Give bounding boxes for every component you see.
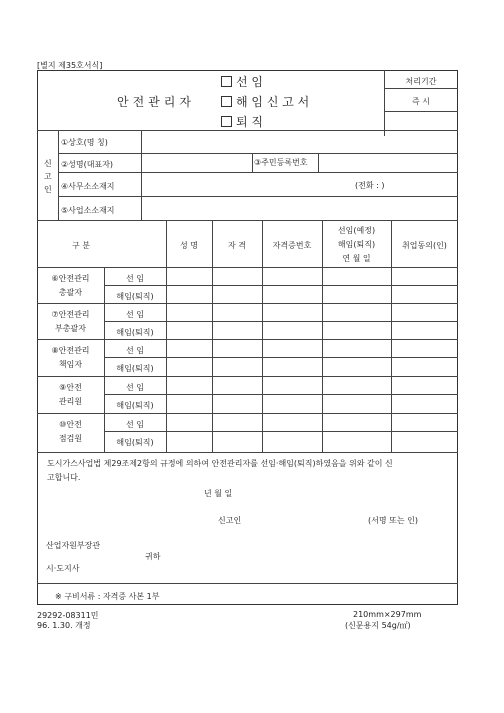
- role-dismiss: 해임(퇴직): [116, 328, 154, 337]
- recipient-honorific: 귀하: [145, 552, 161, 561]
- header-appoint-date-2: 해임(퇴직): [337, 240, 376, 249]
- role-label-line2: 부총괄자: [55, 324, 86, 333]
- reporter-side-label-1: 신: [44, 159, 52, 168]
- reporter-side-label-2: 고: [44, 172, 52, 181]
- role-label-line2: 점검원: [58, 434, 83, 443]
- header-category: 구 분: [72, 241, 90, 250]
- role-dismiss: 해임(퇴직): [116, 292, 154, 301]
- role-appoint: 선 임: [126, 310, 144, 319]
- role-label-line1: ⑥안전관리: [51, 274, 90, 283]
- reporter-label: 신고인: [218, 516, 242, 525]
- phone-label: (전화 : ): [355, 181, 385, 190]
- recipient-minister: 산업자원부장관: [46, 541, 101, 550]
- role-dismiss: 해임(퇴직): [116, 438, 154, 447]
- role-dismiss: 해임(퇴직): [116, 364, 154, 373]
- office-address-label: ④사무소소재지: [61, 182, 115, 191]
- form-code: 29292-08311민: [37, 611, 99, 620]
- dismiss-checkbox[interactable]: [221, 96, 232, 107]
- role-label-line2: 총괄자: [58, 288, 83, 297]
- option-retire[interactable]: 퇴 직: [221, 113, 263, 130]
- role-label-line1: ⑧안전관리: [51, 346, 90, 355]
- processing-period-label: 처리기간: [405, 77, 437, 86]
- role-appoint: 선 임: [126, 383, 144, 392]
- role-appoint: 선 임: [126, 274, 144, 283]
- resident-number-label: ③주민등록번호: [254, 158, 308, 167]
- representative-name-label: ②성명(대표자): [61, 160, 114, 169]
- business-address-label: ⑤사업소소재지: [61, 206, 115, 215]
- company-name-label: ①상호(명 칭): [61, 138, 108, 147]
- processing-period-value: 즉 시: [412, 97, 430, 106]
- role-label-line1: ⑨안전: [59, 383, 82, 392]
- role-label-line2: 책임자: [58, 360, 83, 369]
- role-appoint: 선 임: [126, 420, 144, 429]
- role-label-line2: 관리원: [58, 397, 83, 406]
- statement-line2: 고합니다.: [47, 473, 81, 482]
- paper-size: 210mm×297mm: [353, 610, 422, 619]
- form-label: [별지 제35호서식]: [37, 61, 103, 70]
- option-appoint[interactable]: 선 임: [221, 73, 263, 90]
- header-qualification: 자 격: [228, 241, 246, 250]
- retire-checkbox[interactable]: [221, 116, 232, 127]
- statement-line1: 도시가스사업법 제29조제2항의 규정에 의하여 안전관리자를 선임·해임(퇴직)하였음을 위와 같이 신: [47, 459, 393, 468]
- role-label-line1: ⑦안전관리: [51, 310, 90, 319]
- header-appoint-date-3: 연 월 일: [342, 254, 371, 263]
- header-name: 성 명: [180, 241, 198, 250]
- recipient-governor: 시·도지사: [46, 564, 80, 573]
- appoint-checkbox[interactable]: [221, 76, 232, 87]
- role-label-line1: ⑩안전: [59, 420, 82, 429]
- header-appoint-date-1: 선임(예정): [337, 226, 376, 235]
- role-appoint: 선 임: [126, 346, 144, 355]
- revision-date: 96. 1.30. 개정: [37, 621, 91, 630]
- reporter-side-label-3: 인: [44, 185, 52, 194]
- signature-label: (서명 또는 인): [368, 516, 418, 525]
- report-date: 년 월 일: [204, 489, 233, 498]
- option-dismiss[interactable]: 해 임 신 고 서: [221, 93, 309, 110]
- paper-type: (신문용지 54g/㎡): [345, 621, 411, 630]
- attachment-note: ※ 구비서류 : 자격증 사본 1부: [55, 592, 160, 601]
- header-consent: 취업동의(인): [402, 241, 447, 250]
- role-dismiss: 해임(퇴직): [116, 401, 154, 410]
- form-title: 안전관리자: [117, 95, 195, 109]
- header-cert-number: 자격증번호: [272, 241, 312, 250]
